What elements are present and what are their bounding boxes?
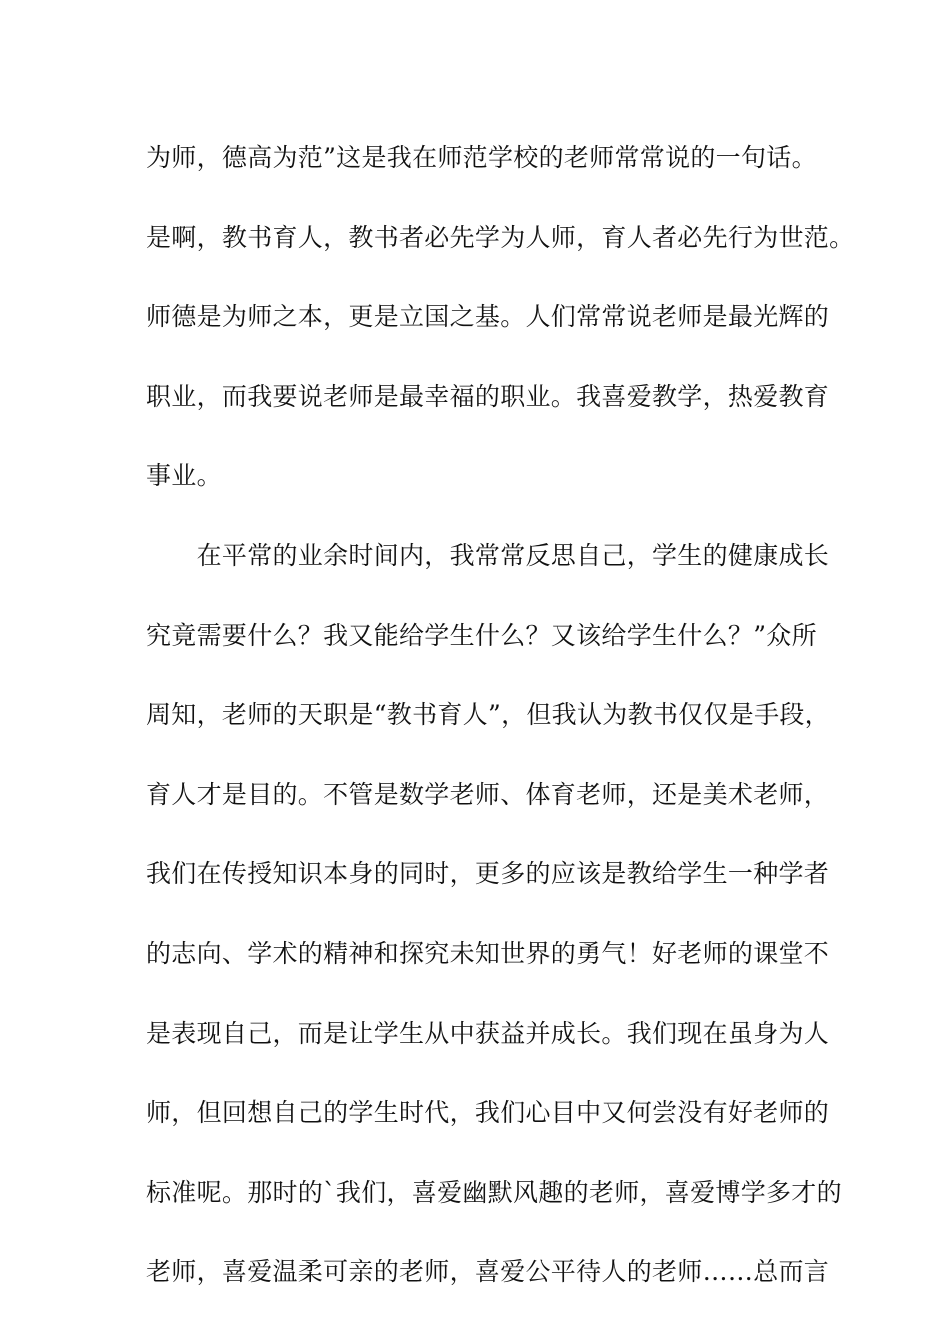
text-line-15: 老师，喜爱温柔可亲的老师，喜爱公平待人的老师……总而言 bbox=[146, 1257, 830, 1287]
text-line-4: 职业，而我要说老师是最幸福的职业。我喜爱教学，热爱教育 bbox=[146, 381, 830, 411]
text-line-3: 师德是为师之本，更是立国之基。人们常常说老师是最光辉的 bbox=[146, 302, 830, 332]
text-line-9: 育人才是目的。不管是数学老师、体育老师，还是美术老师， bbox=[146, 779, 830, 809]
text-line-11: 的志向、学术的精神和探究未知世界的勇气！好老师的课堂不 bbox=[146, 938, 830, 968]
text-line-12: 是表现自己，而是让学生从中获益并成长。我们现在虽身为人 bbox=[146, 1018, 830, 1048]
text-line-5: 事业。 bbox=[146, 461, 222, 491]
text-line-10: 我们在传授知识本身的同时，更多的应该是教给学生一种学者 bbox=[146, 859, 830, 889]
text-line-1: 为师，德高为范”这是我在师范学校的老师常常说的一句话。 bbox=[146, 143, 817, 172]
text-line-8: 周知，老师的天职是“教书育人”，但我认为教书仅仅是手段， bbox=[146, 700, 830, 730]
text-line-7: 究竟需要什么？我又能给学生什么？又该给学生什么？”众所 bbox=[146, 620, 817, 650]
text-line-13: 师，但回想自己的学生时代，我们心目中又何尝没有好老师的 bbox=[146, 1098, 830, 1128]
text-line-14: 标准呢。那时的`我们，喜爱幽默风趣的老师，喜爱博学多才的 bbox=[146, 1177, 842, 1207]
text-line-2: 是啊，教书育人，教书者必先学为人师，育人者必先行为世范。 bbox=[146, 222, 855, 252]
body-text bbox=[146, 118, 855, 1312]
text-line-6: 在平常的业余时间内，我常常反思自己，学生的健康成长 bbox=[146, 540, 830, 570]
